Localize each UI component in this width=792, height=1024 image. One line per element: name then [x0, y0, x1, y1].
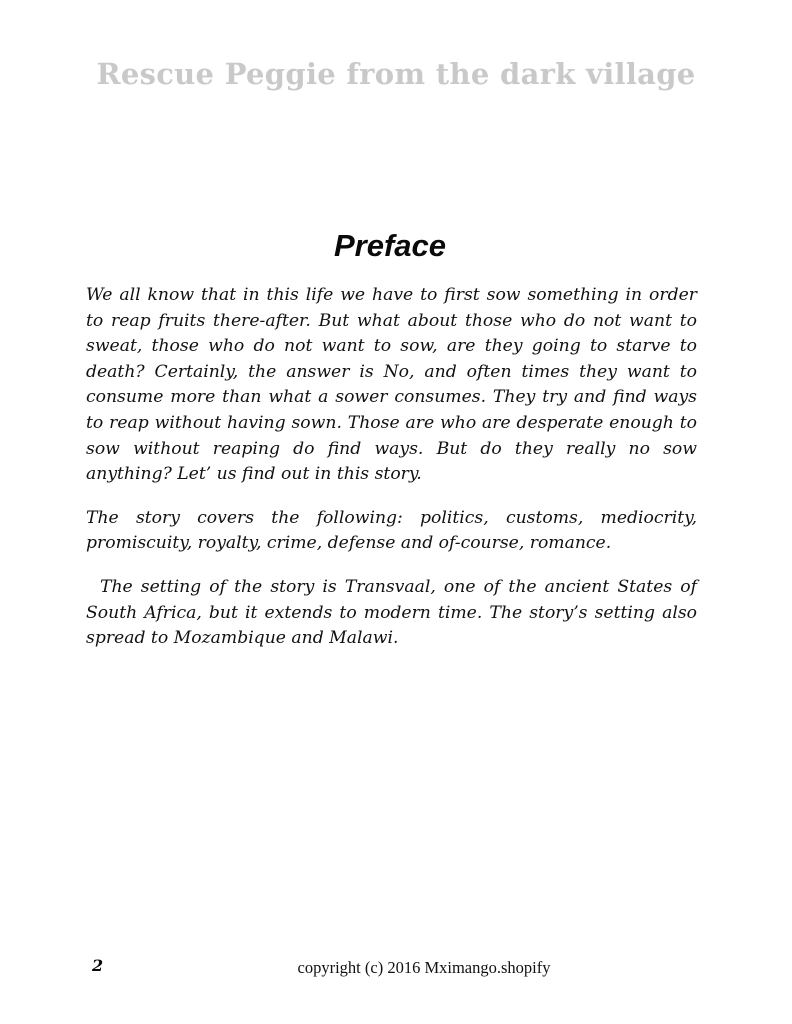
body-text	[86, 283, 697, 652]
copyright-notice: copyright (c) 2016 Mximango.shopify	[297, 958, 551, 977]
page-footer	[86, 956, 706, 980]
running-header: Rescue Peggie from the dark village	[96, 57, 696, 91]
paragraph-3: The setting of the story is Transvaal, one of the ancient States of South Africa, but it extends to modern time. The story’s setting also spread to Mozambique and Malawi.	[86, 576, 697, 649]
paragraph-1: We all know that in this life we have to first sow something in order to reap fruits there-after. But what about those who do not want to sweat, those who do not want to sow, are they going to starve to death? Certainly, the answer is No, and often times they want to consume more than what a sower consumes. They try and find ways to reap without having sown. Those are who are desperate enough to sow without reaping do find ways. But do they really no sow anything? Let’ us find out in this story.	[86, 285, 697, 485]
page-number: 2	[92, 956, 104, 975]
page-title: Preface	[333, 227, 447, 263]
paragraph-2: The story covers the following: politics, customs, mediocrity, promiscuity, royalty, crime, defense and of-course, romance.	[86, 507, 697, 554]
